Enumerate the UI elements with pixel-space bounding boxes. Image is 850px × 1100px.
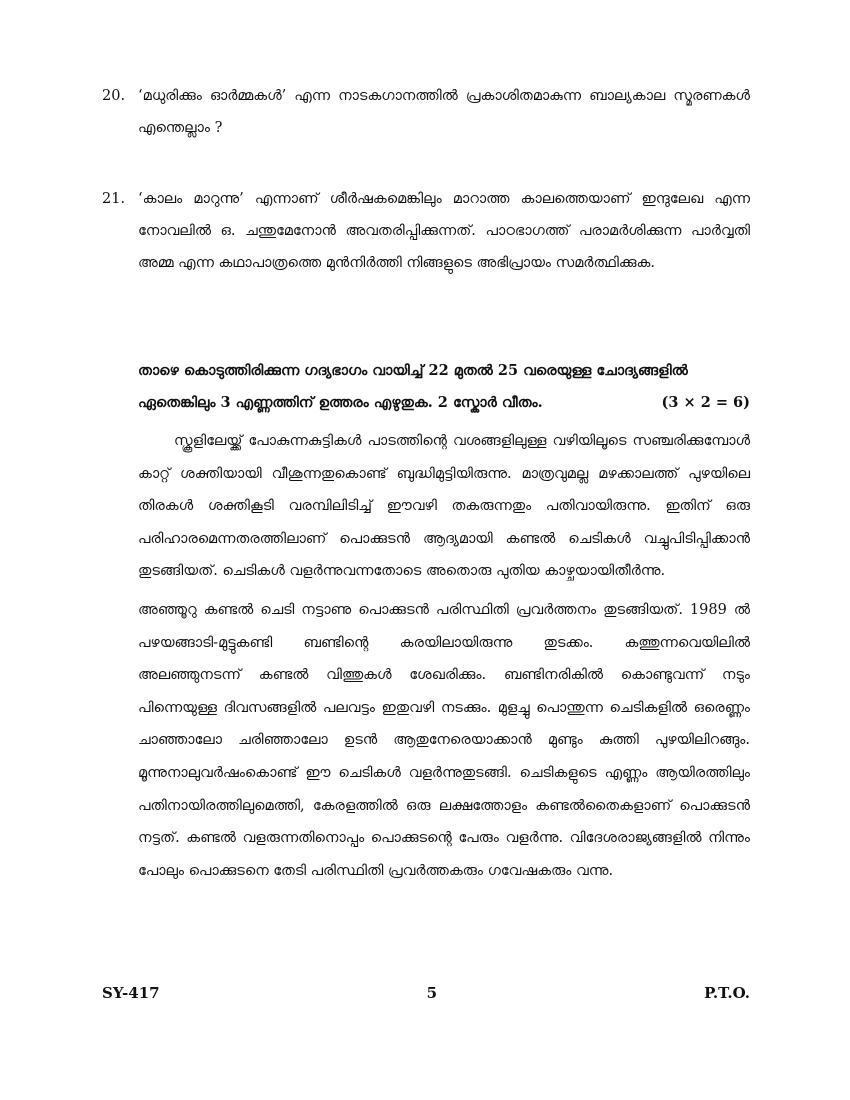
question-text: ‘കാലം മാറുന്നു’ എന്നാണ് ശീർഷകമെങ്കിലും മാറാത്ത കാലത്തെയാണ് ഇന്ദുലേഖ എന്ന നോവലിൽ ഒ. ചന്തുമേനോൻ അവതരിപ്പിക്കുന്നത്. പാഠഭാഗത്ത് പരാമർശിക്കുന്ന പാർവ്വതി അമ്മ എന്ന കഥാപാത്രത്തെ മുൻനിർത്തി നിങ്ങളുടെ അഭിപ്രായം സമർത്ഥിക്കുക. [138, 191, 750, 271]
question-number: 20. [102, 88, 126, 104]
page-number: 5 [426, 984, 438, 1002]
question-text: ‘മധുരിക്കും ഓർമ്മകൾ’ എന്ന നാടകഗാനത്തിൽ പ്രകാശിതമാകുന്ന ബാല്യകാല സ്മരണകൾ എന്തെല്ലാം ? [138, 88, 750, 136]
marks-label: (3 × 2 = 6) [661, 394, 750, 411]
question-21 [102, 183, 750, 279]
pto-label: P.T.O. [704, 984, 750, 1002]
question-number: 21. [102, 191, 126, 207]
passage-paragraph-1: സ്കൂളിലേയ്ക്ക് പോകുന്നകുട്ടികൾ പാടത്തിന്റെ വശങ്ങളിലുള്ള വഴിയിലൂടെ സഞ്ചരിക്കുമ്പോൾ കാറ്റ് ശക്തിയായി വീശുന്നതുകൊണ്ട് ബുദ്ധിമുട്ടിയിരുന്നു. മാത്രവുമല്ല മഴക്കാലത്ത് പുഴയിലെ തിരകൾ ശക്തികൂടി വരമ്പിലിടിച്ച് ഈവഴി തകരുന്നതും പതിവായിരുന്നു. ഇതിന് ഒരു പരിഹാരമെന്നതരത്തിലാണ് പൊക്കുടൻ ആദ്യമായി കണ്ടൽ ചെടികൾ വച്ചുപിടിപ്പിക്കാൻ തുടങ്ങിയത്. ചെടികൾ വളർന്നുവന്നതോടെ അതൊരു പുതിയ കാഴ്ചയായിതീർന്നു. [138, 433, 750, 580]
instruction-line-1: താഴെ കൊടുത്തിരിക്കുന്ന ഗദ്യഭാഗം വായിച്ച് 22 മുതൽ 25 വരെയുള്ള ചോദ്യങ്ങളിൽ [138, 362, 688, 379]
instruction-line-2: ഏതെങ്കിലും 3 എണ്ണത്തിന് ഉത്തരം എഴുതുക. 2 സ്കോർ വീതം. [138, 394, 543, 411]
prose-passage [138, 425, 750, 887]
passage-instruction [138, 355, 750, 419]
question-20 [102, 80, 750, 144]
passage-paragraph-2: അഞ്ഞൂറു കണ്ടൽ ചെടി നട്ടാണു പൊക്കുടൻ പരിസ്ഥിതി പ്രവർത്തനം തുടങ്ങിയത്. 1989 ൽ പഴയങ്ങാടി-മുട്ടുകണ്ടി ബണ്ടിന്റെ കരയിലായിരുന്നു തുടക്കം. കത്തുന്നവെയിലിൽ അലഞ്ഞുനടന്ന് കണ്ടൽ വിത്തുകൾ ശേഖരിക്കും. ബണ്ടിനരികിൽ കൊണ്ടുവന്ന് നടും പിന്നെയുള്ള ദിവസങ്ങളിൽ പലവട്ടം ഇതുവഴി നടക്കും. മുളച്ചു പൊന്തുന്ന ചെടികളിൽ ഒരെണ്ണം ചാഞ്ഞാലോ ചരിഞ്ഞാലോ ഉടൻ ആതുനേരെയാക്കാൻ മുണ്ടും കുത്തി പുഴയിലിറങ്ങും. മൂന്നുനാലുവർഷംകൊണ്ട് ഈ ചെടികൾ വളർന്നുതുടങ്ങി. ചെടികളുടെ എണ്ണം ആയിരത്തിലും പതിനായിരത്തിലുമെത്തി, കേരളത്തിൽ ഒരു ലക്ഷത്തോളം കണ്ടൽതൈകളാണ് പൊക്കുടൻ നട്ടത്. കണ്ടൽ വളരുന്നതിനൊപ്പം പൊക്കുടന്റെ പേരും വളർന്നു. വിദേശരാജ്യങ്ങളിൽ നിന്നും പോലും പൊക്കുടനെ തേടി പരിസ്ഥിതി പ്രവർത്തകരും ഗവേഷകരും വന്നു. [138, 601, 750, 879]
paper-code: SY-417 [102, 984, 160, 1002]
page-footer [102, 984, 750, 1002]
